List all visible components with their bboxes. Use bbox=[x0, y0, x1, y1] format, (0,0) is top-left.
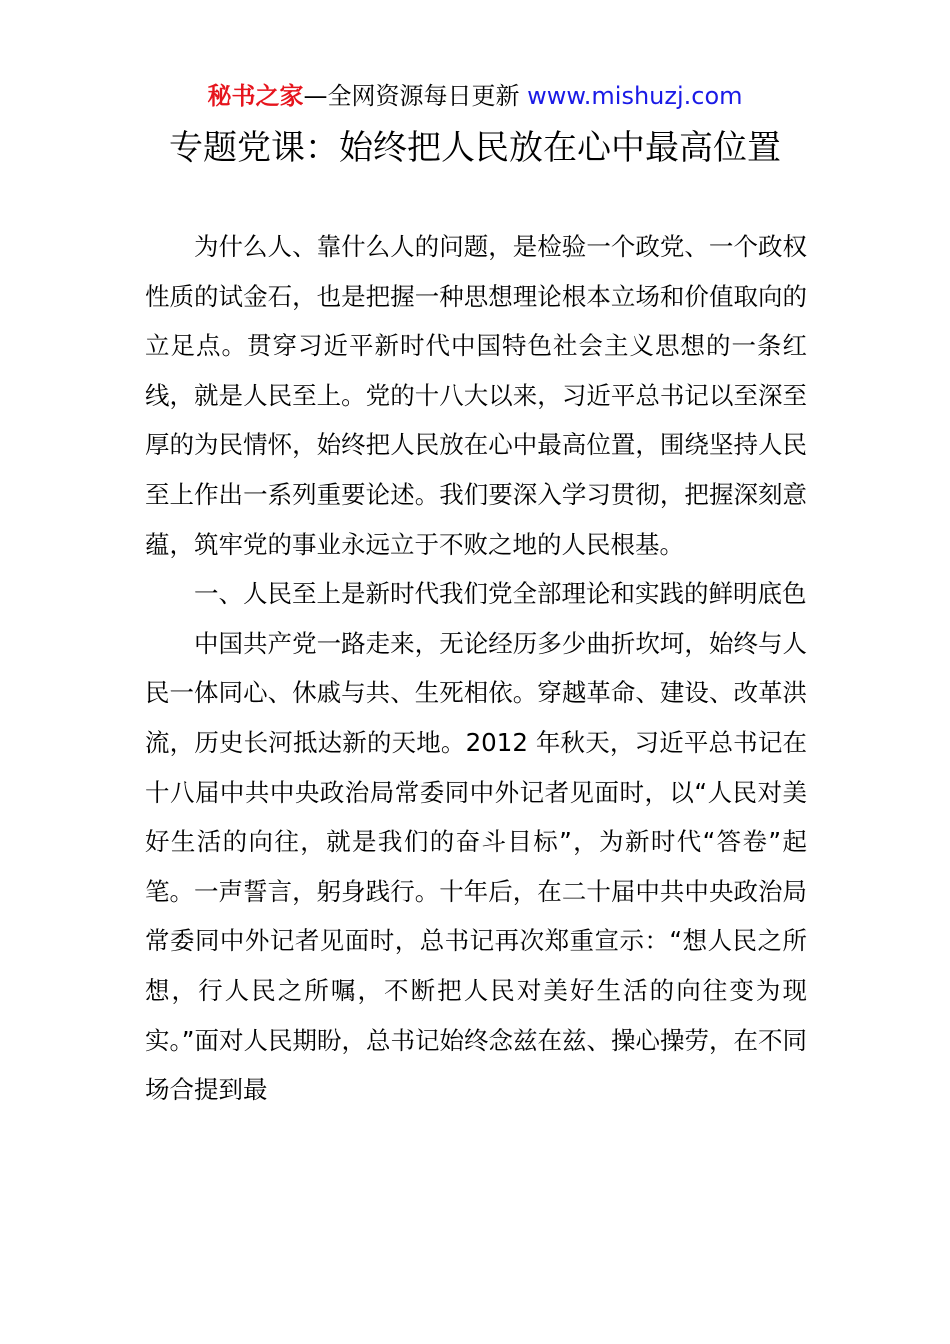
brand-name: 秘书之家 bbox=[207, 82, 304, 110]
section-heading-1: 一、人民至上是新时代我们党全部理论和实践的鲜明底色 bbox=[194, 579, 807, 609]
site-header bbox=[0, 80, 950, 112]
header-tagline: —全网资源每日更新 bbox=[303, 82, 520, 110]
document-title: 专题党课：始终把人民放在心中最高位置 bbox=[169, 128, 781, 168]
site-url[interactable]: www.mishuzj.com bbox=[527, 82, 743, 110]
paragraph-intro: 为什么人、靠什么人的问题，是检验一个政党、一个政权性质的试金石，也是把握一种思想理论根本立场和价值取向的立足点。贯穿习近平新时代中国特色社会主义思想的一条红线，就是人民至上。党的十八大以来，习近平总书记以至深至厚的为民情怀，始终把人民放在心中最高位置，围绕坚持人民至上作出一系列重要论述。我们要深入学习贯彻，把握深刻意蕴，筑牢党的事业永远立于不败之地的人民根基。 bbox=[145, 232, 807, 559]
document-body bbox=[145, 222, 807, 1115]
paragraph-section-1: 中国共产党一路走来，无论经历多少曲折坎坷，始终与人民一体同心、休戚与共、生死相依。穿越革命、建设、改革洪流，历史长河抵达新的天地。2012 年秋天，习近平总书记在十八届中共中央政治局常委同中外记者见面时，以“人民对美好生活的向往，就是我们的奋斗目标”，为新时代“答卷”起笔。一声誓言，躬身践行。十年后，在二十届中共中央政治局常委同中外记者见面时，总书记再次郑重宣示：“想人民之所想，行人民之所嘱，不断把人民对美好生活的向往变为现实。”面对人民期盼，总书记始终念兹在兹、操心操劳，在不同场合提到最 bbox=[145, 628, 807, 1105]
